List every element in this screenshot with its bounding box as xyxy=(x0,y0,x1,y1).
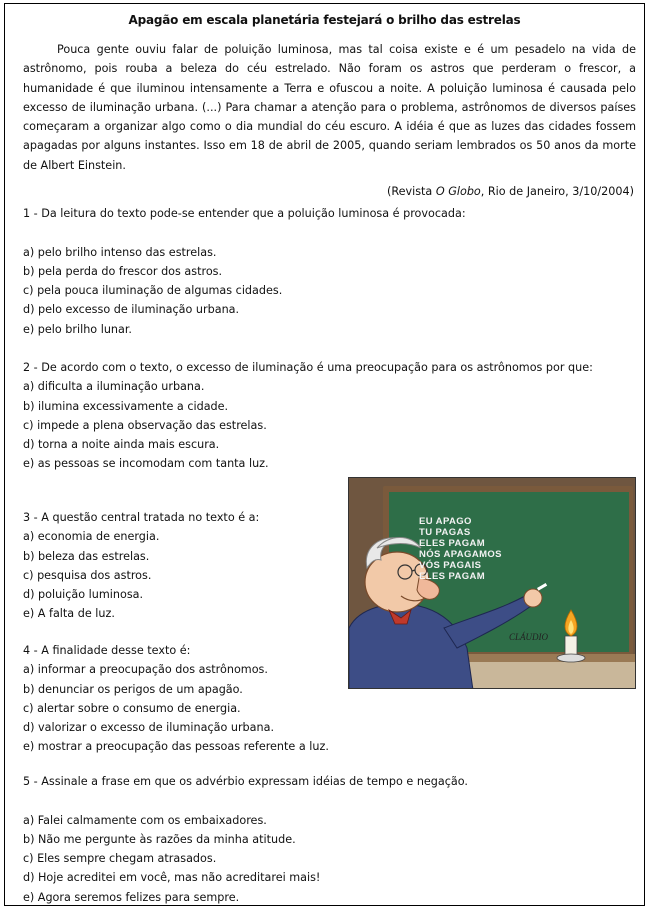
answer-option: a) informar a preocupação dos astrônomos. xyxy=(23,663,268,677)
answer-option: e) mostrar a preocupação das pessoas referente a luz. xyxy=(23,740,329,754)
question-4 xyxy=(23,641,329,757)
board-line: NÓS APAGAMOS xyxy=(419,549,502,560)
answer-option: b) denunciar os perigos de um apagão. xyxy=(23,682,243,696)
answer-option: a) economia de energia. xyxy=(23,530,160,544)
cartoon-illustration xyxy=(348,477,636,689)
answer-options xyxy=(23,811,468,907)
answer-option: b) pela perda do frescor dos astros. xyxy=(23,264,223,278)
board-line: EU APAGO xyxy=(419,516,472,527)
question-prompt: 4 - A finalidade desse texto é: xyxy=(23,644,191,657)
question-prompt: 1 - Da leitura do texto pode-se entender que a poluição luminosa é provocada: xyxy=(23,207,466,220)
chalkboard-text xyxy=(419,516,502,582)
board-line: VÓS PAGAIS xyxy=(419,560,482,571)
answer-option: a) pelo brilho intenso das estrelas. xyxy=(23,245,217,259)
answer-option: c) alertar sobre o consumo de energia. xyxy=(23,701,241,715)
question-5 xyxy=(23,772,468,907)
answer-option: c) pela pouca iluminação de algumas cidades. xyxy=(23,284,283,298)
answer-option: b) Não me pergunte às razões da minha atitude. xyxy=(23,832,296,846)
answer-options xyxy=(23,377,636,473)
question-prompt: 5 - Assinale a frase em que os advérbio expressam idéias de tempo e negação. xyxy=(23,775,468,788)
citation-prefix: (Revista xyxy=(386,185,436,198)
cartoon-drawing xyxy=(349,478,636,689)
question-2 xyxy=(23,358,636,474)
answer-option: b) ilumina excessivamente a cidade. xyxy=(23,399,229,413)
citation-suffix: , Rio de Janeiro, 3/10/2004) xyxy=(480,185,634,198)
candle xyxy=(565,636,577,656)
passage-text: Pouca gente ouviu falar de poluição luminosa, mas tal coisa existe e é um pesadelo na vida de astrônomo, pois rouba a beleza do céu estrelado. Não foram os astros que perderam o frescor, a humanidade é que iluminou intensamente a Terra e ofuscou a noite. A poluição luminosa é causada pelo excesso de iluminação urbana. (...) Para chamar a atenção para o problema, astrônomos de diversos países começaram a organizar algo como o dia mundial do céu escuro. A idéia é que as luzes das cidades fossem apagadas por alguns instantes. Isso em 18 de abril de 2005, quando seriam lembrados os 50 anos da morte de Albert Einstein. xyxy=(23,43,636,172)
answer-option: a) dificulta a iluminação urbana. xyxy=(23,380,205,394)
answer-option: d) Hoje acreditei em você, mas não acreditarei mais! xyxy=(23,871,321,885)
question-3 xyxy=(23,508,259,624)
answer-option: c) pesquisa dos astros. xyxy=(23,568,152,582)
answer-option: e) as pessoas se incomodam com tanta luz. xyxy=(23,457,269,471)
answer-option: e) pelo brilho lunar. xyxy=(23,322,132,336)
answer-option: e) Agora seremos felizes para sempre. xyxy=(23,890,240,904)
board-line: TU PAGAS xyxy=(419,527,471,538)
candle-holder xyxy=(557,654,585,662)
artist-signature: CLÁUDIO xyxy=(509,632,549,642)
answer-option: a) Falei calmamente com os embaixadores. xyxy=(23,813,267,827)
citation-source: O Globo xyxy=(435,185,481,198)
answer-option: c) impede a plena observação das estrelas. xyxy=(23,418,267,432)
question-prompt: 3 - A questão central tratada no texto é a: xyxy=(23,511,260,524)
board-line: ELES PAGAM xyxy=(419,571,486,582)
answer-option: d) poluição luminosa. xyxy=(23,588,144,602)
answer-option: d) valorizar o excesso de iluminação urbana. xyxy=(23,721,275,735)
board-line: ELES PAGAM xyxy=(419,538,486,549)
answer-option: e) A falta de luz. xyxy=(23,607,115,621)
hand xyxy=(524,589,542,607)
worksheet xyxy=(4,3,645,906)
answer-option: c) Eles sempre chegam atrasados. xyxy=(23,852,217,866)
answer-option: d) pelo excesso de iluminação urbana. xyxy=(23,303,240,317)
citation xyxy=(387,185,634,198)
reading-passage xyxy=(23,40,636,175)
answer-options xyxy=(23,660,329,756)
page-title: Apagão em escala planetária festejará o brilho das estrelas xyxy=(128,13,521,27)
answer-options xyxy=(23,527,259,623)
answer-options xyxy=(23,243,466,339)
answer-option: b) beleza das estrelas. xyxy=(23,549,150,563)
question-prompt: 2 - De acordo com o texto, o excesso de iluminação é uma preocupação para os astrônomos por que: xyxy=(23,361,593,374)
answer-option: d) torna a noite ainda mais escura. xyxy=(23,438,220,452)
question-1 xyxy=(23,204,466,339)
